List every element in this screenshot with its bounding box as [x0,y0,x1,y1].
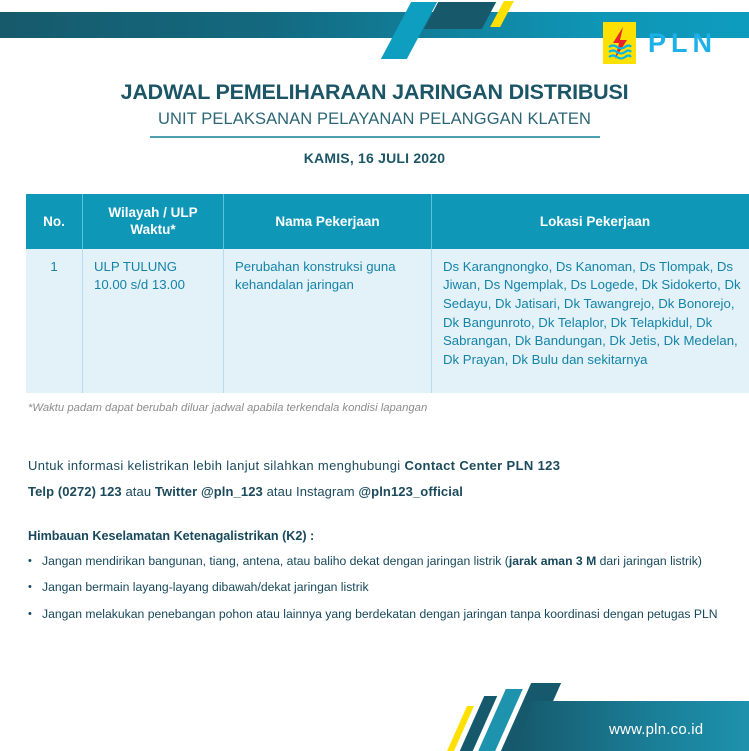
title-divider [150,136,600,138]
table-header-row [26,194,749,249]
safety-item-text: Jangan bermain layang-layang dibawah/dekat jaringan listrik [42,580,369,595]
contact-intro-text: Untuk informasi kelistrikan lebih lanjut silahkan menghubungi [28,458,405,473]
cell-ulp-name: ULP TULUNG [94,258,178,274]
column-header-wilayah-line2: Waktu* [130,222,176,238]
safety-item-text [42,553,734,569]
cell-nama-pekerjaan: Perubahan konstruksi guna kehandalan jaringan [224,249,432,393]
pln-logo [603,22,717,64]
footer-decoration [0,679,749,751]
column-header-wilayah-line1: Wilayah / ULP [108,205,198,220]
safety-item-1-before: Jangan mendirikan bangunan, tiang, antena, atau baliho dekat dengan jaringan listrik ( [42,554,509,568]
pln-wordmark: PLN [648,27,717,58]
safety-item-text: Jangan melakukan penebangan pohon atau lainnya yang berdekatan dengan jaringan tanpa koordinasi dengan petugas PLN [42,606,718,621]
cell-lokasi-pekerjaan: Ds Karangnongko, Ds Kanoman, Ds Tlompak, Ds Jiwan, Ds Ngemplak, Ds Logede, Dk Sidokerto, Dk Sedayu, Dk Jatisari, Dk Tawangrejo, Dk Bonorejo, Dk Bangunroto, Dk Telaplor, Dk Telapkidul, Dk Sabrangan, Dk Bandungan, Dk Jetis, Dk Medelan, Dk Prayan, Dk Bulu dan sekitarnya [432,249,749,393]
contact-center-label: Contact Center PLN 123 [404,458,561,473]
schedule-footnote: *Waktu padam dapat berubah diluar jadwal apabila terkendala kondisi lapangan [28,402,428,414]
list-item [28,553,734,569]
column-header-no: No. [26,194,83,249]
safety-notice-title: Himbauan Keselamatan Ketenagalistrikan (K2) : [28,529,315,543]
contact-phone: Telp (0272) 123 [28,484,122,499]
maintenance-schedule-table [26,194,749,393]
contact-information [28,458,728,499]
cell-waktu: 10.00 s/d 13.00 [94,277,185,293]
safety-item-1-highlight: jarak aman 3 M [508,554,597,568]
table-row [26,249,749,393]
title-block [0,80,749,166]
list-item [28,606,734,622]
page-subtitle: UNIT PELAKSANAN PELAYANAN PELANGGAN KLATEN [157,110,592,128]
pln-lightning-icon [603,22,636,64]
bullet-icon: • [28,555,32,567]
contact-sep-2: atau Instagram [262,484,359,499]
contact-instagram: @pln123_official [358,484,463,499]
safety-item-1-after: dari jaringan listrik) [596,554,702,568]
safety-notice [28,529,734,622]
page-title: JADWAL PEMELIHARAAN JARINGAN DISTRIBUSI [120,80,629,104]
schedule-date: KAMIS, 16 JULI 2020 [303,149,446,166]
bullet-icon: • [28,581,32,594]
contact-line-2 [28,484,728,499]
bullet-icon: • [28,607,32,620]
contact-twitter: Twitter @pln_123 [154,484,263,499]
contact-line-1 [28,458,728,473]
cell-wilayah-waktu [83,249,224,393]
contact-sep-1: atau [121,484,155,499]
list-item [28,579,734,595]
column-header-nama-pekerjaan: Nama Pekerjaan [224,194,432,249]
column-header-wilayah [83,194,224,249]
cell-no: 1 [26,249,83,393]
footer-website-url: www.pln.co.id [609,721,704,738]
column-header-lokasi-pekerjaan: Lokasi Pekerjaan [432,194,749,249]
